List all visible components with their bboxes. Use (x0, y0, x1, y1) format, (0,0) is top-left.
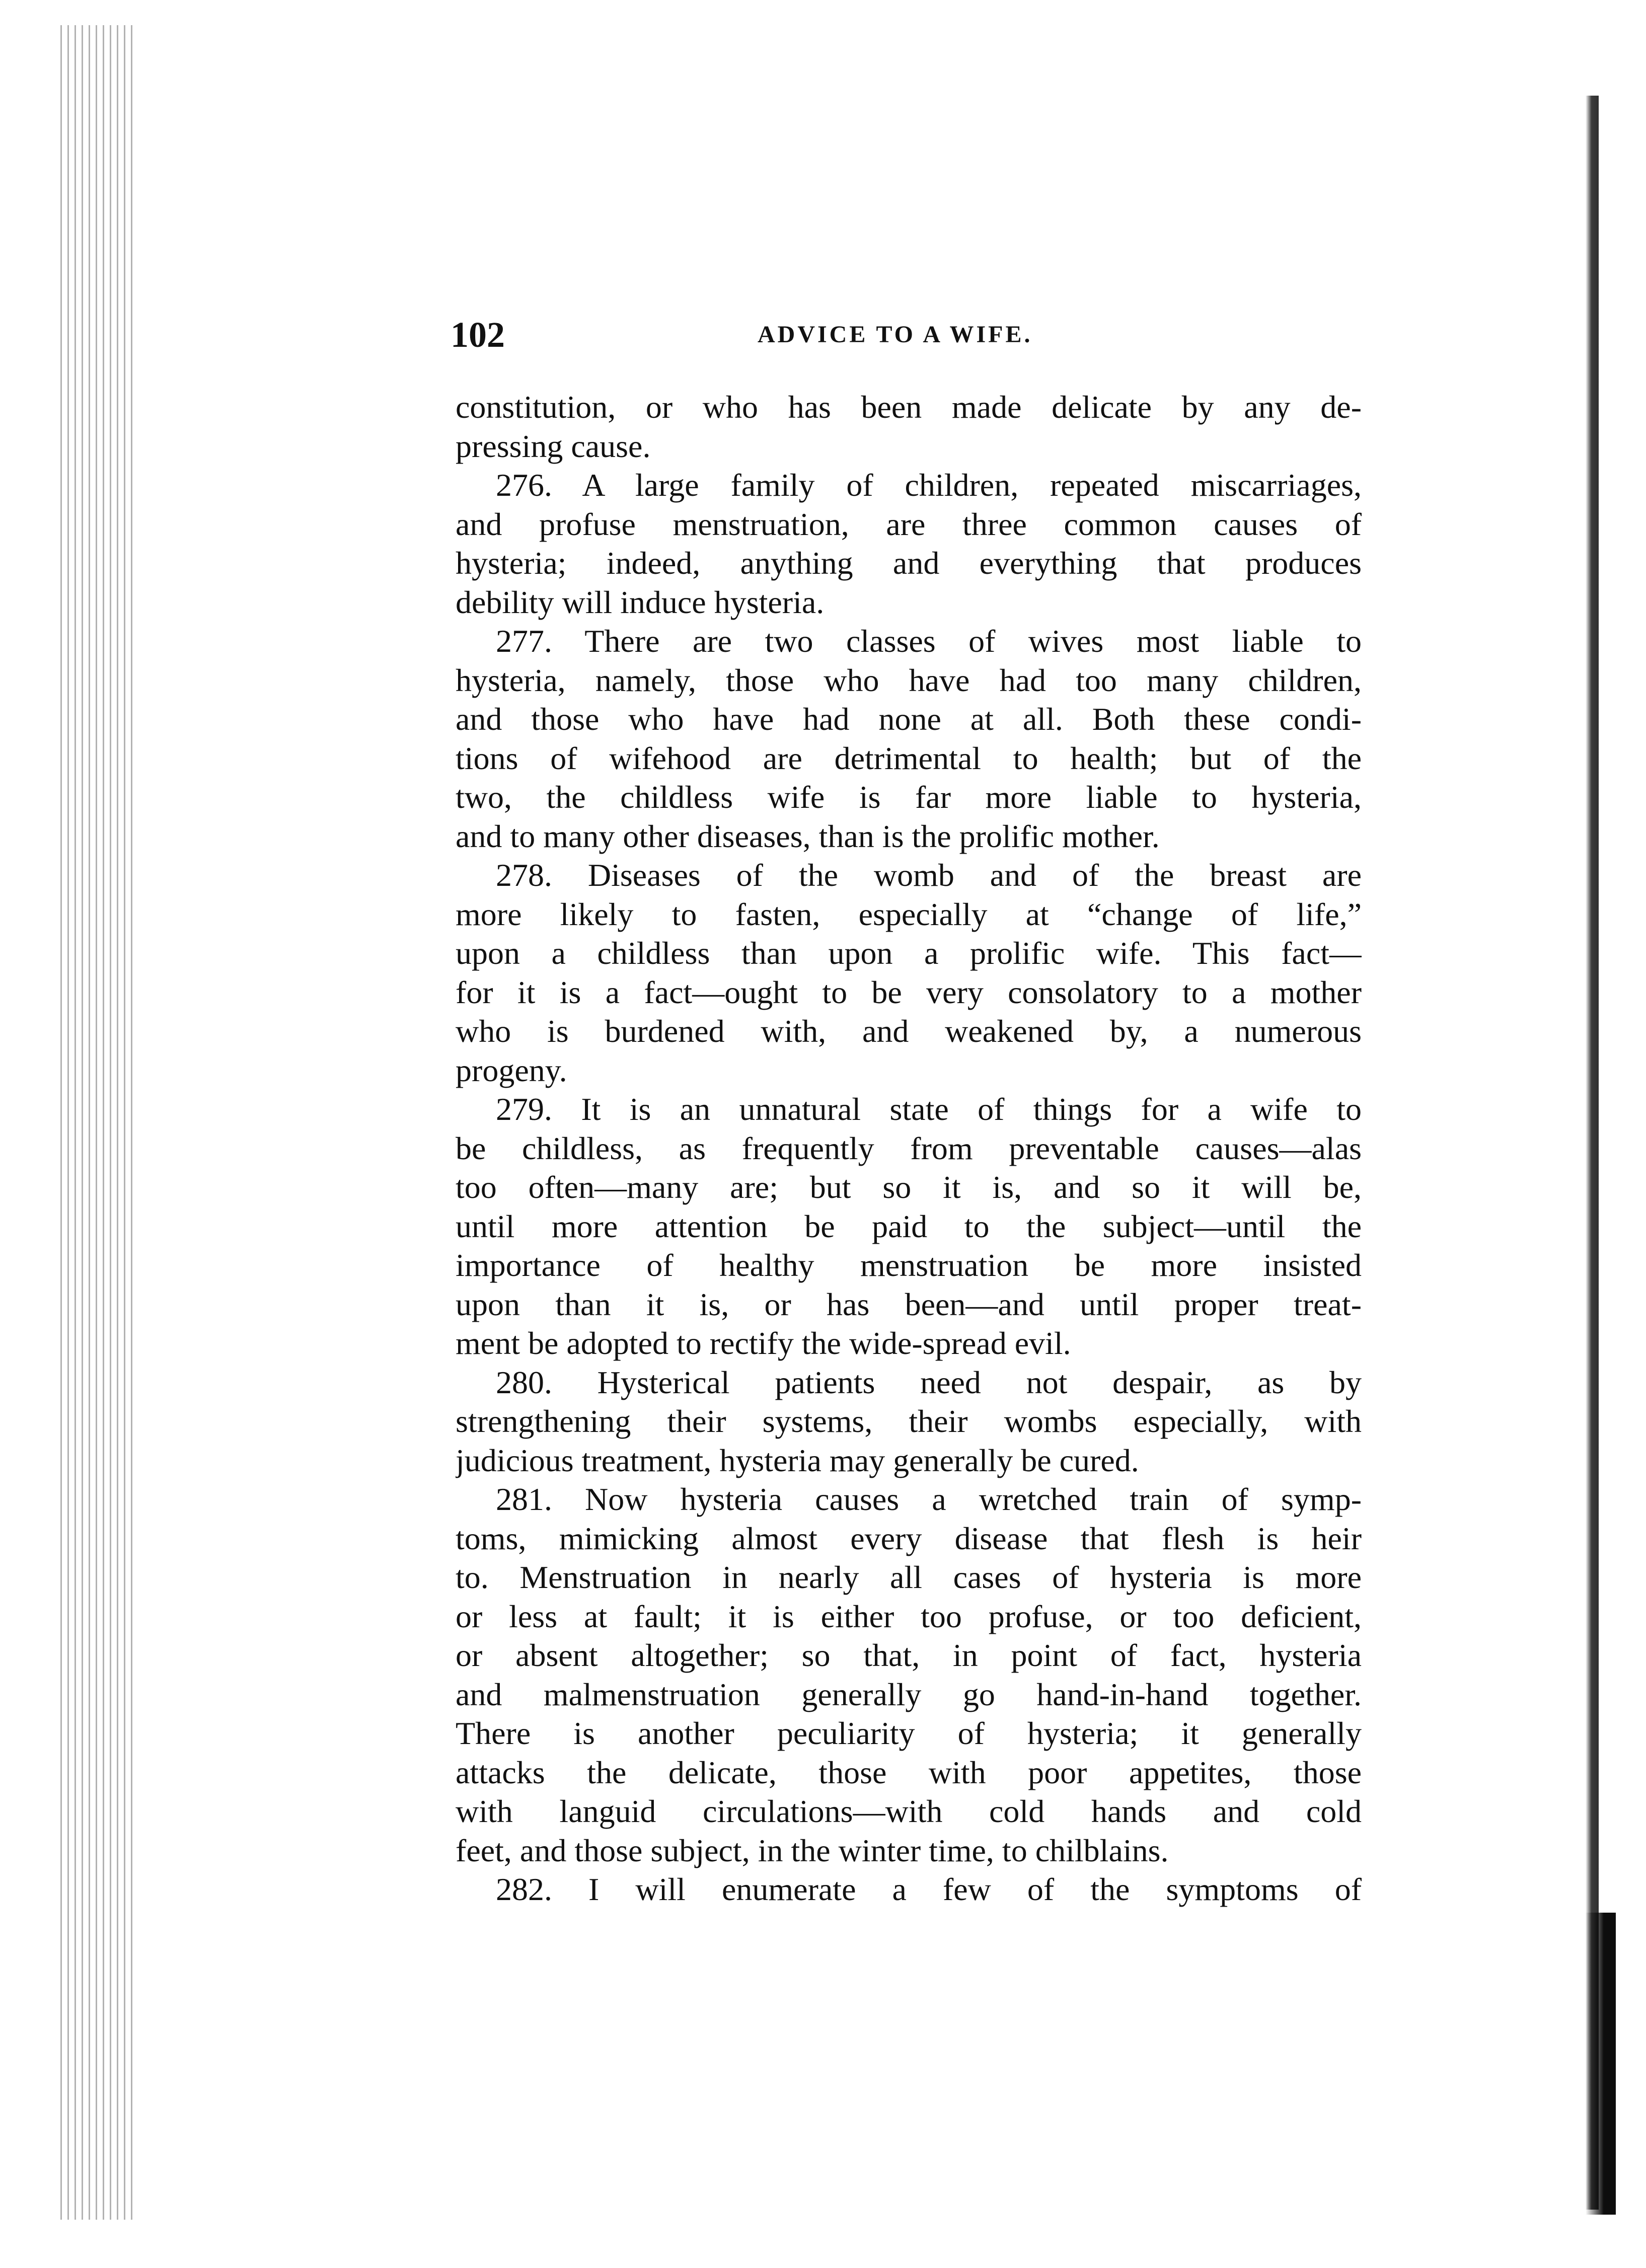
text-line: progeny. (456, 1052, 567, 1088)
text-line: constitution, or who has been made delicate by any de- (456, 389, 1362, 425)
text-line: too often—many are; but so it is, and so it will be, (456, 1169, 1362, 1205)
text-line: There is another peculiarity of hysteria; it generally (456, 1715, 1362, 1751)
text-line: 280. Hysterical patients need not despair, as by (496, 1364, 1362, 1400)
text-line: debility will induce hysteria. (456, 584, 825, 620)
running-title: ADVICE TO A WIFE. (758, 321, 1033, 348)
text-line: and malmenstruation generally go hand-in-hand together. (456, 1676, 1362, 1712)
text-line: and those who have had none at all. Both these condi- (456, 701, 1362, 737)
text-line: for it is a fact—ought to be very consolatory to a mother (456, 974, 1362, 1010)
text-line: 276. A large family of children, repeated miscarriages, (496, 467, 1362, 503)
text-line: toms, mimicking almost every disease that flesh is heir (456, 1520, 1362, 1556)
text-line: tions of wifehood are detrimental to health; but of the (456, 740, 1362, 776)
scan-edge-right (1586, 96, 1599, 2210)
text-line: pressing cause. (456, 428, 651, 464)
text-line: upon a childless than upon a prolific wife. This fact— (456, 935, 1362, 971)
text-line: and profuse menstruation, are three common causes of (456, 506, 1362, 542)
text-line: 277. There are two classes of wives most liable to (496, 623, 1362, 659)
text-line: who is burdened with, and weakened by, a numerous (456, 1013, 1362, 1049)
text-line: attacks the delicate, those with poor appetites, those (456, 1754, 1362, 1790)
text-line: judicious treatment, hysteria may generally be cured. (456, 1442, 1139, 1478)
text-line: with languid circulations—with cold hands and cold (456, 1793, 1362, 1829)
text-line: hysteria; indeed, anything and everything that produces (456, 545, 1362, 581)
text-line: 279. It is an unnatural state of things for a wife to (496, 1091, 1362, 1127)
text-line: more likely to fasten, especially at “change of life,” (456, 896, 1362, 932)
scan-edge-left (60, 25, 136, 2220)
page-number: 102 (451, 315, 505, 355)
text-line: or less at fault; it is either too profuse, or too deficient, (456, 1598, 1362, 1634)
scan-edge-right-bottom (1586, 1913, 1616, 2215)
text-line: feet, and those subject, in the winter time, to chilblains. (456, 1832, 1169, 1868)
text-line: 281. Now hysteria causes a wretched train of symp- (496, 1481, 1362, 1517)
text-line: or absent altogether; so that, in point of fact, hysteria (456, 1637, 1362, 1673)
body-text (456, 388, 1362, 1909)
text-line: importance of healthy menstruation be more insisted (456, 1247, 1362, 1283)
text-line: ment be adopted to rectify the wide-spread evil. (456, 1325, 1071, 1361)
text-line: strengthening their systems, their wombs especially, with (456, 1403, 1362, 1439)
text-line: to. Menstruation in nearly all cases of hysteria is more (456, 1559, 1362, 1595)
text-line: and to many other diseases, than is the prolific mother. (456, 818, 1160, 854)
text-line: two, the childless wife is far more liable to hysteria, (456, 779, 1362, 815)
text-line: until more attention be paid to the subject—until the (456, 1208, 1362, 1244)
text-line: hysteria, namely, those who have had too many children, (456, 662, 1362, 698)
text-line: upon than it is, or has been—and until proper treat- (456, 1286, 1362, 1322)
page-header (451, 307, 1362, 362)
text-line: 278. Diseases of the womb and of the breast are (496, 857, 1362, 893)
text-line: 282. I will enumerate a few of the symptoms of (496, 1871, 1362, 1907)
text-line: be childless, as frequently from preventable causes—alas (456, 1130, 1362, 1166)
